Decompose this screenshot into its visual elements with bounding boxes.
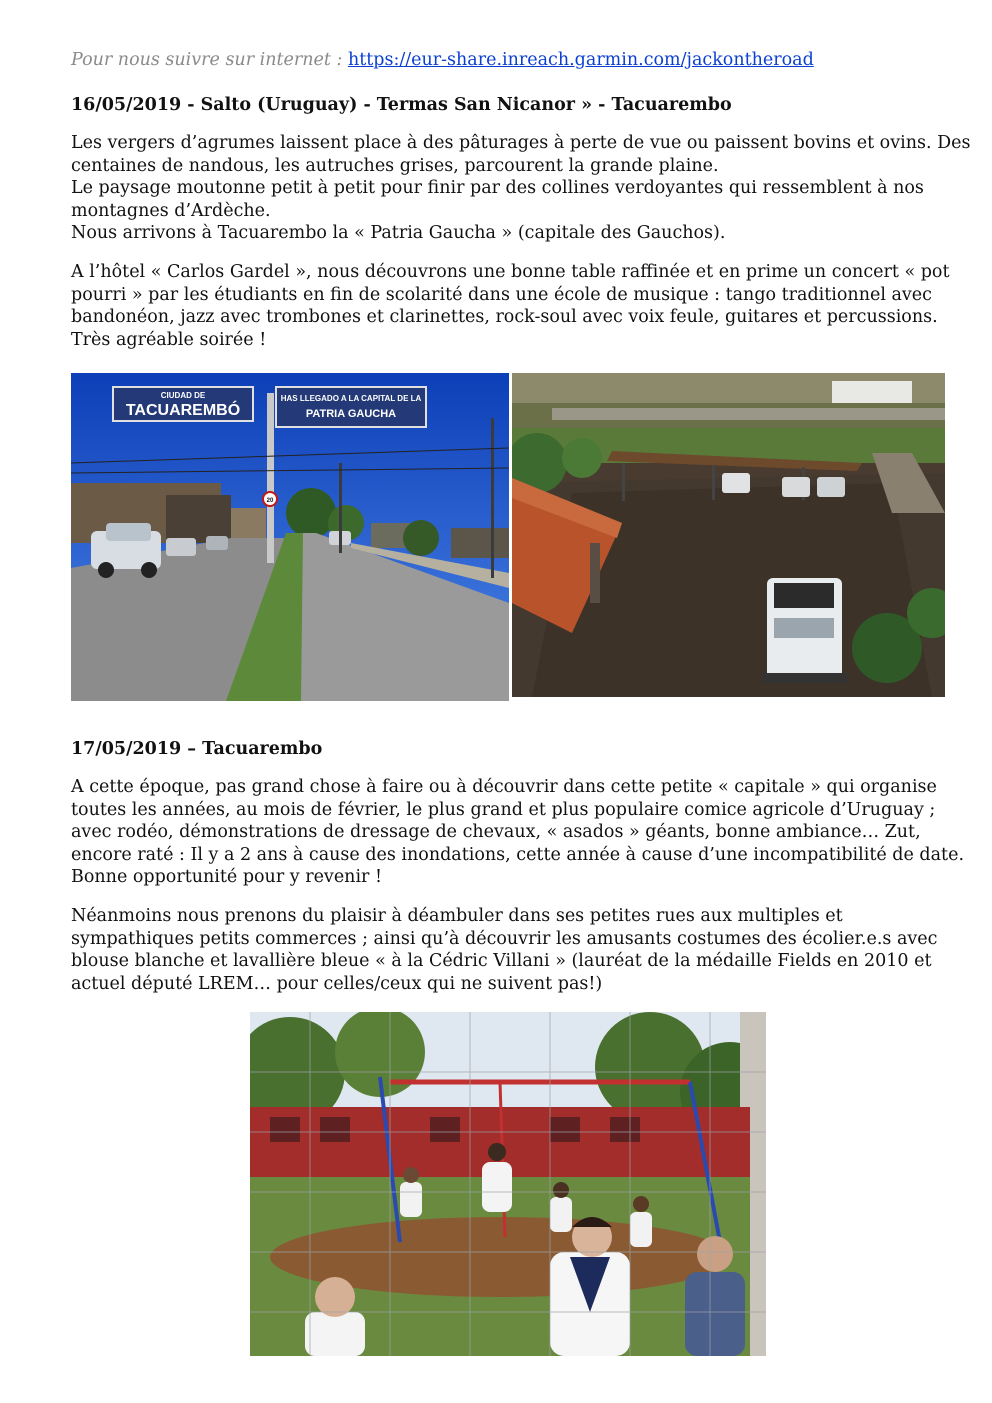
follow-label: Pour nous suivre sur internet :	[71, 50, 348, 70]
day1-heading: 16/05/2019 - Salto (Uruguay) - Termas San Nicanor » - Tacuarembo	[71, 95, 732, 115]
text-line: Bonne opportunité pour y revenir !	[71, 867, 383, 888]
sign-left-line2: TACUAREMBÓ	[125, 402, 241, 419]
text-line: bandonéon, jazz avec trombones et clarinettes, rock-soul avec voix feule, guitares et percussions.	[71, 307, 938, 328]
text-line: Néanmoins nous prenons du plaisir à déambuler dans ses petites rues aux multiples et	[71, 906, 843, 926]
text-line: Le paysage moutonne petit à petit pour finir par des collines verdoyantes qui ressemblent à nos	[71, 178, 924, 199]
playground-photo-drawing	[250, 1012, 766, 1356]
text-line: Nous arrivons à Tacuarembo la « Patria Gaucha » (capitale des Gauchos).	[71, 223, 726, 244]
text-line: A l’hôtel « Carlos Gardel », nous découvrons une bonne table raffinée et en prime un concert « pot	[71, 262, 950, 282]
photo-tacuarembo-street	[71, 373, 509, 701]
sign-right-line2: PATRIA GAUCHA	[305, 408, 397, 420]
day1-paragraph-2	[71, 261, 950, 351]
text-line: A cette époque, pas grand chose à faire ou à découvrir dans cette petite « capitale » qui organise	[71, 777, 937, 797]
text-line: blouse blanche et lavallière bleue « à la Cédric Villani » (lauréat de la médaille Fields en 2010 et	[71, 951, 932, 972]
tracking-link[interactable]: https://eur-share.inreach.garmin.com/jackontheroad	[347, 50, 814, 70]
text-line: actuel député LREM… pour celles/ceux qui ne suivent pas!)	[71, 973, 603, 994]
street-photo-drawing	[71, 373, 509, 701]
sign-right-line1: HAS LLEGADO A LA CAPITAL DE LA	[280, 394, 422, 403]
text-line: montagnes d’Ardèche.	[71, 200, 271, 221]
text-line: toutes les années, au mois de février, le plus grand et plus populaire comice agricole d’Uruguay ;	[71, 799, 936, 820]
day1-paragraph-1	[71, 132, 971, 245]
text-line: encore raté : Il y a 2 ans à cause des inondations, cette année à cause d’une incompatibilité de date.	[71, 844, 965, 865]
photo-hotel-parking	[512, 373, 945, 697]
speed-limit-value: 20	[266, 498, 274, 504]
text-line: avec rodéo, démonstrations de dressage de chevaux, « asados » géants, bonne ambiance… Zut,	[71, 822, 921, 843]
day2-paragraph-1	[71, 776, 965, 889]
text-line: sympathiques petits commerces ; ainsi qu’à découvrir les amusants costumes des écolier.e.s avec	[71, 928, 938, 949]
text-line: pourri » par les étudiants en fin de scolarité dans une école de musique : tango traditionnel avec	[71, 284, 932, 305]
text-line: Très agréable soirée !	[71, 329, 267, 350]
text-line: centaines de nandous, les autruches grises, parcourent la grande plaine.	[71, 155, 719, 176]
text-line: Les vergers d’agrumes laissent place à des pâturages à perte de vue ou paissent bovins et ovins. Des	[71, 133, 971, 153]
follow-line	[71, 48, 814, 72]
day2-paragraph-2	[71, 905, 947, 995]
sign-left-line1: CIUDAD DE	[160, 391, 206, 400]
day2-heading: 17/05/2019 – Tacuarembo	[71, 739, 323, 759]
parking-photo-drawing	[512, 373, 945, 697]
photo-school-playground	[250, 1012, 766, 1356]
